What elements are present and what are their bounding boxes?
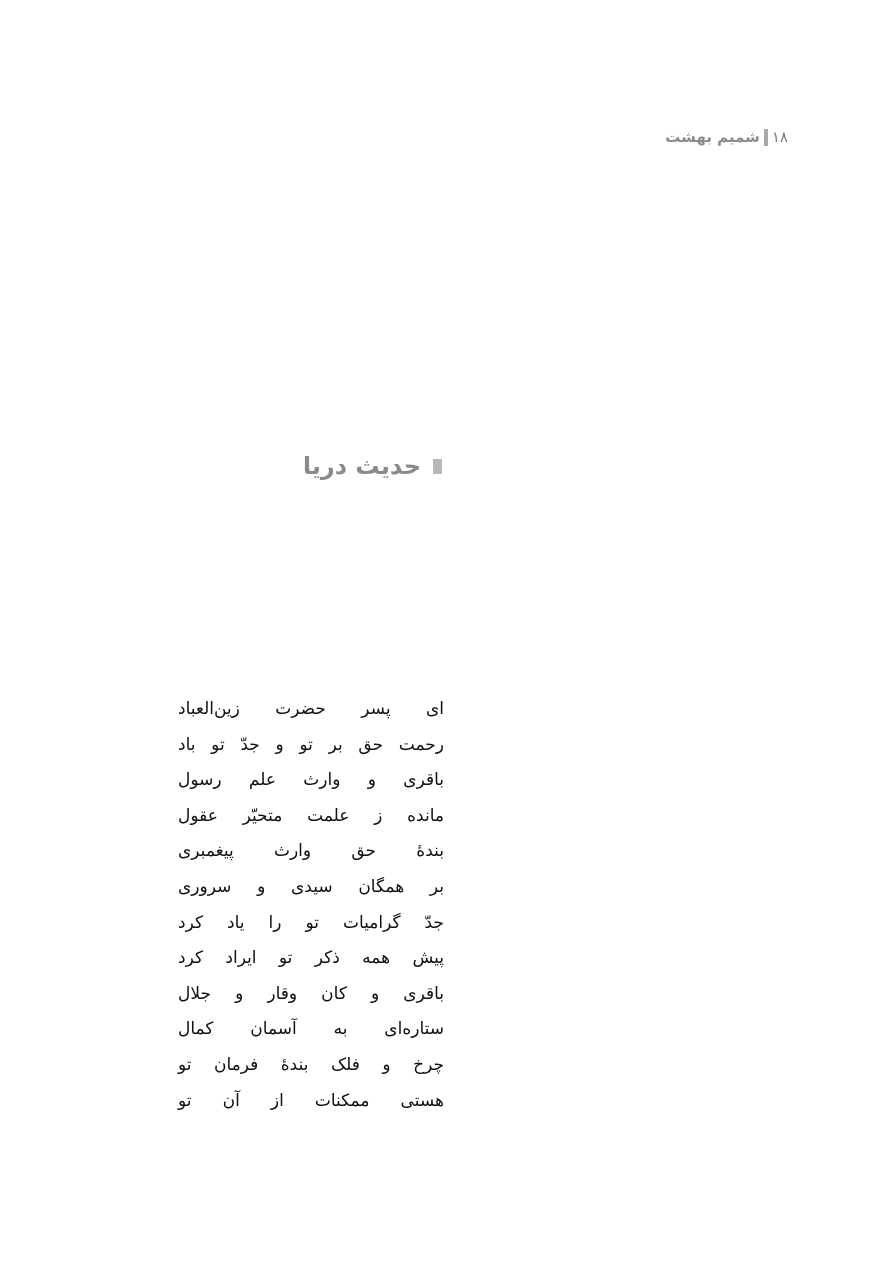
section-title: حدیث دریا: [302, 452, 421, 480]
poem-verse: رحمت حق بر تو و جدّ تو باد: [178, 734, 444, 755]
running-header: [665, 128, 788, 146]
book-title: شمیم بهشت: [665, 128, 760, 146]
poem-verse: پیش همه ذکر تو ایراد کرد: [178, 948, 444, 969]
section-heading: [303, 452, 442, 480]
page-number: ۱۸: [771, 128, 788, 146]
poem-verse: جدّ گرامیات تو را یاد کرد: [178, 912, 444, 933]
poem-verse: بر همگان سیدی و سروری: [178, 876, 444, 897]
poem-verse: ستاره‌ای به آسمان کمال: [178, 1019, 444, 1040]
poem-verse: ای پسر حضرت زین‌العباد: [178, 699, 444, 719]
poem: [178, 692, 444, 1119]
poem-verse: باقری و کان وقار و جلال: [178, 983, 444, 1004]
poem-verse: باقری و وارث علم رسول: [178, 770, 444, 791]
header-divider-bar: [764, 129, 768, 146]
poem-verse: بندۀ حق وارث پیغمبری: [178, 841, 444, 862]
poem-verse: مانده ز علمت متحیّر عقول: [178, 805, 444, 826]
poem-verse: هستی ممکنات از آن تو: [178, 1090, 444, 1111]
heading-marker-square: [433, 459, 442, 474]
poem-verse: چرخ و فلک بندۀ فرمان تو: [178, 1054, 444, 1075]
